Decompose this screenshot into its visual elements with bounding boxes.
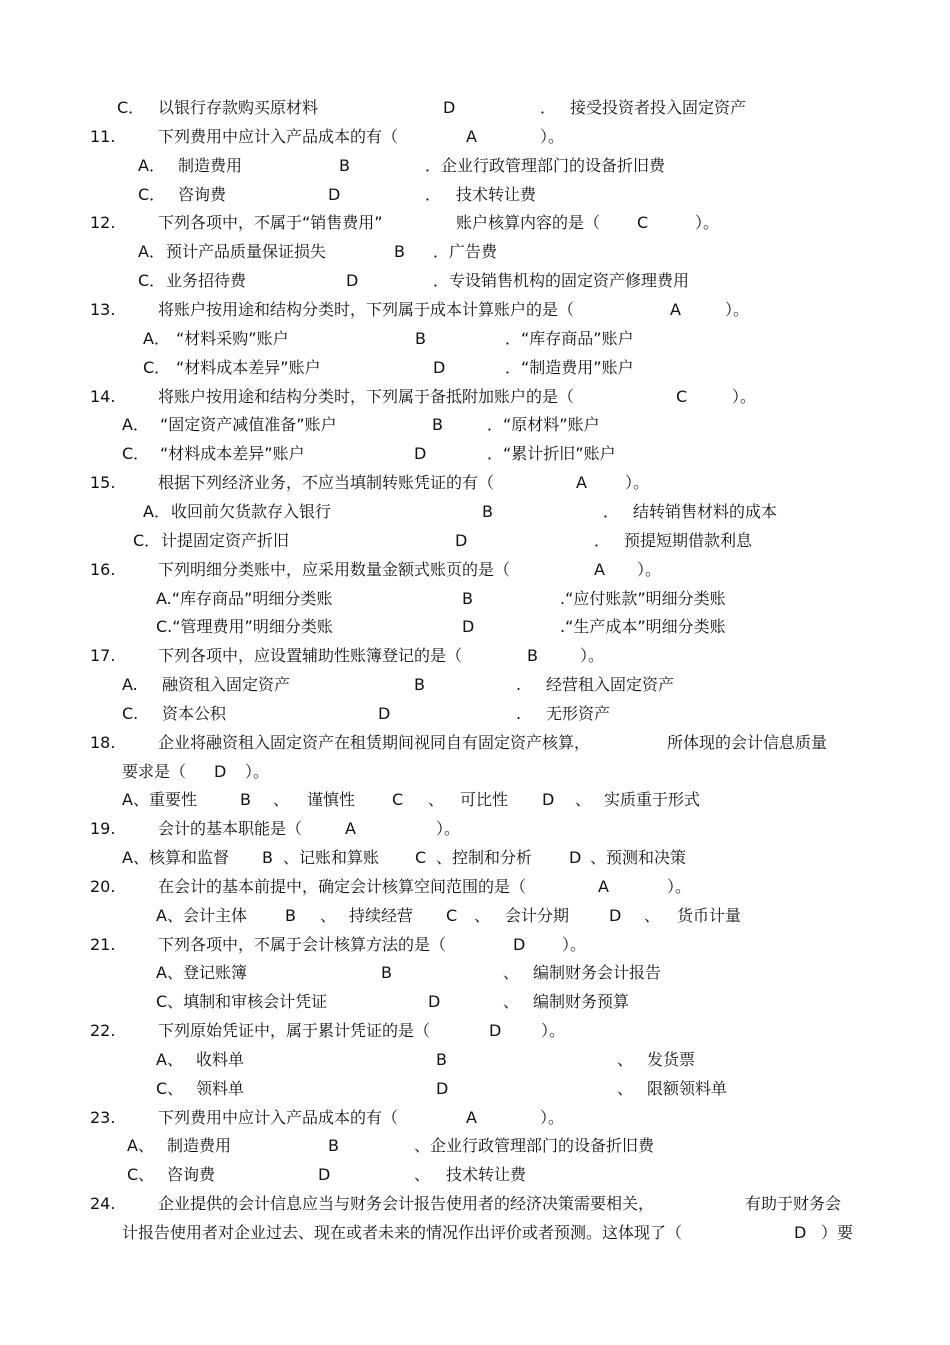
text-segment: 14. <box>90 387 116 406</box>
text-segment: D <box>462 617 475 636</box>
text-segment: C． <box>133 531 161 550</box>
text-segment: B <box>432 415 443 434</box>
text-segment: C <box>446 906 458 925</box>
text-segment: 、 <box>428 790 445 809</box>
text-segment: A <box>466 1108 477 1127</box>
text-segment: 、 <box>273 790 290 809</box>
text-segment: 领料单 <box>196 1079 245 1098</box>
text-segment: ）。 <box>540 127 565 146</box>
text-segment: C <box>415 848 427 867</box>
text-segment: C <box>392 790 404 809</box>
text-segment: ．“制造费用”账户 <box>505 358 634 377</box>
text-segment: 、控制和分析 <box>436 848 533 867</box>
text-segment: D <box>436 1079 449 1098</box>
text-segment: 技术转让费 <box>446 1165 527 1184</box>
text-segment: B <box>414 675 425 694</box>
text-segment: D <box>318 1165 331 1184</box>
text-segment: 、 <box>320 906 337 925</box>
text-segment: ）。 <box>667 877 692 896</box>
text-segment: D <box>214 762 227 781</box>
text-segment: . <box>516 704 522 723</box>
text-segment: 无形资产 <box>546 704 611 723</box>
text-segment: 会计的基本职能是（ <box>158 819 303 838</box>
text-segment: A、 <box>156 1050 183 1069</box>
text-segment: 11. <box>90 127 116 146</box>
text-segment: 要求是（ <box>122 762 187 781</box>
text-segment: 下列各项中，不属于会计核算方法的是（ <box>158 935 447 954</box>
text-segment: 咨询费 <box>167 1165 216 1184</box>
text-segment: 技术转让费 <box>456 185 537 204</box>
text-segment: C． <box>138 271 166 290</box>
text-segment: ．企业行政管理部门的设备折旧费 <box>425 156 666 175</box>
text-segment: C． <box>117 98 145 117</box>
text-segment: 22. <box>90 1021 116 1040</box>
text-segment: 编制财务会计报告 <box>533 963 662 982</box>
text-segment: A． <box>138 242 165 261</box>
text-segment: 在会计的基本前提中，确定会计核算空间范围的是（ <box>158 877 527 896</box>
text-segment: A、登记账簿 <box>156 963 247 982</box>
text-segment: B <box>482 502 493 521</box>
text-segment: B <box>285 906 296 925</box>
text-segment: 下列明细分类账中，应采用数量金额式账页的是（ <box>158 560 511 579</box>
text-segment: D <box>569 848 582 867</box>
text-segment: A． <box>143 329 170 348</box>
text-segment: ）。 <box>540 1108 565 1127</box>
text-segment: 、 <box>575 790 592 809</box>
text-segment: D <box>455 531 468 550</box>
text-segment: ．广告费 <box>433 242 498 261</box>
text-segment: 下列原始凭证中，属于累计凭证的是（ <box>158 1021 431 1040</box>
text-segment: 收回前欠货款存入银行 <box>171 502 332 521</box>
text-segment: A、核算和监督 <box>122 848 229 867</box>
text-segment: A． <box>143 502 170 521</box>
text-segment: 24. <box>90 1194 116 1213</box>
text-segment: 持续经营 <box>349 906 414 925</box>
text-segment: 下列各项中，不属于“销售费用” <box>158 213 383 232</box>
text-segment: B <box>328 1136 339 1155</box>
text-segment: D <box>443 98 456 117</box>
text-segment: C． <box>138 185 166 204</box>
text-segment: ）。 <box>436 819 461 838</box>
text-segment: B <box>527 646 538 665</box>
text-segment: 制造费用 <box>167 1136 232 1155</box>
text-segment: B <box>262 848 273 867</box>
text-segment: ． <box>540 98 557 117</box>
text-segment: 有助于财务会 <box>745 1194 842 1213</box>
text-segment: ．专设销售机构的固定资产修理费用 <box>433 271 690 290</box>
text-segment: . <box>516 675 522 694</box>
text-segment: B <box>436 1050 447 1069</box>
text-segment: 、 <box>503 992 520 1011</box>
text-segment: D <box>433 358 446 377</box>
text-segment: D <box>428 992 441 1011</box>
text-segment: A． <box>138 156 165 175</box>
text-segment: 咨询费 <box>178 185 227 204</box>
text-segment: 所体现的会计信息质量 <box>667 733 828 752</box>
text-segment: ．“原材料”账户 <box>487 415 600 434</box>
text-segment: 收料单 <box>196 1050 245 1069</box>
text-segment: 20. <box>90 877 116 896</box>
text-segment: 将账户按用途和结构分类时，下列属于备抵附加账户的是（ <box>158 387 575 406</box>
text-segment: A、会计主体 <box>156 906 247 925</box>
text-segment: B <box>339 156 350 175</box>
text-segment: ． <box>594 531 611 550</box>
text-segment: 结转销售材料的成本 <box>633 502 778 521</box>
text-segment: C． <box>122 444 150 463</box>
text-segment: ）。 <box>245 762 270 781</box>
text-segment: A. <box>122 675 138 694</box>
text-segment: .“生产成本”明细分类账 <box>560 617 726 636</box>
text-segment: 、 <box>617 1050 634 1069</box>
text-segment: 业务招待费 <box>166 271 247 290</box>
text-segment: 17. <box>90 646 116 665</box>
text-segment: 12. <box>90 213 116 232</box>
text-segment: 计提固定资产折旧 <box>161 531 290 550</box>
text-segment: “固定资产减值准备”账户 <box>160 415 337 434</box>
text-segment: B <box>415 329 426 348</box>
text-segment: C. <box>122 704 139 723</box>
text-segment: 企业提供的会计信息应当与财务会计报告使用者的经济决策需要相关， <box>158 1194 655 1213</box>
text-segment: 预计产品质量保证损失 <box>166 242 327 261</box>
text-segment: C、 <box>156 1079 184 1098</box>
text-segment: C、填制和审核会计凭证 <box>156 992 328 1011</box>
text-segment: ）要 <box>821 1223 854 1242</box>
text-segment: A <box>345 819 356 838</box>
text-segment: 下列费用中应计入产品成本的有（ <box>158 127 399 146</box>
text-segment: ．“累计折旧”账户 <box>487 444 616 463</box>
text-segment: 计报告使用者对企业过去、现在或者未来的情况作出评价或者预测。这体现了（ <box>122 1223 683 1242</box>
text-segment: ）。 <box>562 935 587 954</box>
text-segment: C、 <box>127 1165 155 1184</box>
text-segment: ）。 <box>725 300 750 319</box>
text-segment: “材料成本差异”账户 <box>176 358 321 377</box>
text-segment: 可比性 <box>460 790 509 809</box>
text-segment: D <box>346 271 359 290</box>
text-segment: A <box>598 877 609 896</box>
text-segment: D <box>609 906 622 925</box>
text-segment: 将账户按用途和结构分类时，下列属于成本计算账户的是（ <box>158 300 575 319</box>
text-segment: 、 <box>474 906 491 925</box>
text-segment: A <box>670 300 681 319</box>
text-segment: 企业将融资租入固定资产在租赁期间视同自有固定资产核算， <box>158 733 591 752</box>
text-segment: 23. <box>90 1108 116 1127</box>
text-segment: A <box>466 127 477 146</box>
text-segment: 下列费用中应计入产品成本的有（ <box>158 1108 399 1127</box>
text-segment: D <box>794 1223 807 1242</box>
text-segment: ）。 <box>695 213 720 232</box>
text-segment: 融资租入固定资产 <box>162 675 291 694</box>
text-segment: D <box>542 790 555 809</box>
text-segment: 账户核算内容的是（ <box>456 213 601 232</box>
text-segment: ）。 <box>580 646 605 665</box>
text-segment: 货币计量 <box>677 906 742 925</box>
text-segment: 会计分期 <box>505 906 570 925</box>
text-segment: 、 <box>644 906 661 925</box>
text-segment: 资本公积 <box>162 704 227 723</box>
text-segment: 21. <box>90 935 116 954</box>
text-segment: “材料成本差异”账户 <box>160 444 305 463</box>
text-segment: 18. <box>90 733 116 752</box>
text-segment: 下列各项中，应设置辅助性账簿登记的是（ <box>158 646 463 665</box>
text-segment: 预提短期借款利息 <box>624 531 753 550</box>
text-segment: C <box>637 213 649 232</box>
text-segment: ）。 <box>541 1021 566 1040</box>
text-segment: 编制财务预算 <box>533 992 630 1011</box>
text-segment: C． <box>143 358 171 377</box>
text-segment: 实质重于形式 <box>604 790 701 809</box>
text-segment: 16. <box>90 560 116 579</box>
text-segment: 发货票 <box>647 1050 696 1069</box>
text-segment: C.“管理费用”明细分类账 <box>156 617 333 636</box>
text-segment: A． <box>122 415 149 434</box>
text-segment: 根据下列经济业务，不应当填制转账凭证的有（ <box>158 473 495 492</box>
text-segment: B <box>240 790 251 809</box>
text-segment: A <box>594 560 605 579</box>
text-segment: D <box>489 1021 502 1040</box>
text-segment: 、企业行政管理部门的设备折旧费 <box>414 1136 655 1155</box>
text-segment: “材料采购”账户 <box>176 329 289 348</box>
text-segment: 谨慎性 <box>307 790 356 809</box>
text-segment: ．“库存商品”账户 <box>505 329 634 348</box>
text-segment: 经营租入固定资产 <box>546 675 675 694</box>
text-segment: B <box>381 963 392 982</box>
text-segment: 限额领料单 <box>647 1079 728 1098</box>
text-segment: D <box>513 935 526 954</box>
text-segment: D <box>414 444 427 463</box>
text-segment: B <box>394 242 405 261</box>
text-segment: ）。 <box>732 387 757 406</box>
text-segment: C <box>676 387 688 406</box>
text-segment: A.“库存商品”明细分类账 <box>156 589 333 608</box>
text-segment: ． <box>603 502 620 521</box>
text-segment: 、 <box>414 1165 431 1184</box>
text-segment: D <box>378 704 391 723</box>
text-segment: .“应付账款”明细分类账 <box>560 589 726 608</box>
text-segment: ）。 <box>637 560 662 579</box>
text-segment: 以银行存款购买原材料 <box>158 98 319 117</box>
text-segment: ）。 <box>625 473 650 492</box>
text-segment: 15. <box>90 473 116 492</box>
text-segment: 19. <box>90 819 116 838</box>
text-segment: D <box>328 185 341 204</box>
text-segment: 、记账和算账 <box>283 848 380 867</box>
text-segment: A <box>576 473 587 492</box>
text-segment: 、 <box>617 1079 634 1098</box>
text-segment: A、重要性 <box>122 790 197 809</box>
text-segment: B <box>462 589 473 608</box>
text-segment: ． <box>425 185 442 204</box>
text-segment: 13. <box>90 300 116 319</box>
text-segment: 、 <box>503 963 520 982</box>
text-segment: 制造费用 <box>178 156 243 175</box>
text-segment: A、 <box>127 1136 154 1155</box>
text-segment: 、预测和决策 <box>590 848 687 867</box>
text-segment: 接受投资者投入固定资产 <box>570 98 747 117</box>
